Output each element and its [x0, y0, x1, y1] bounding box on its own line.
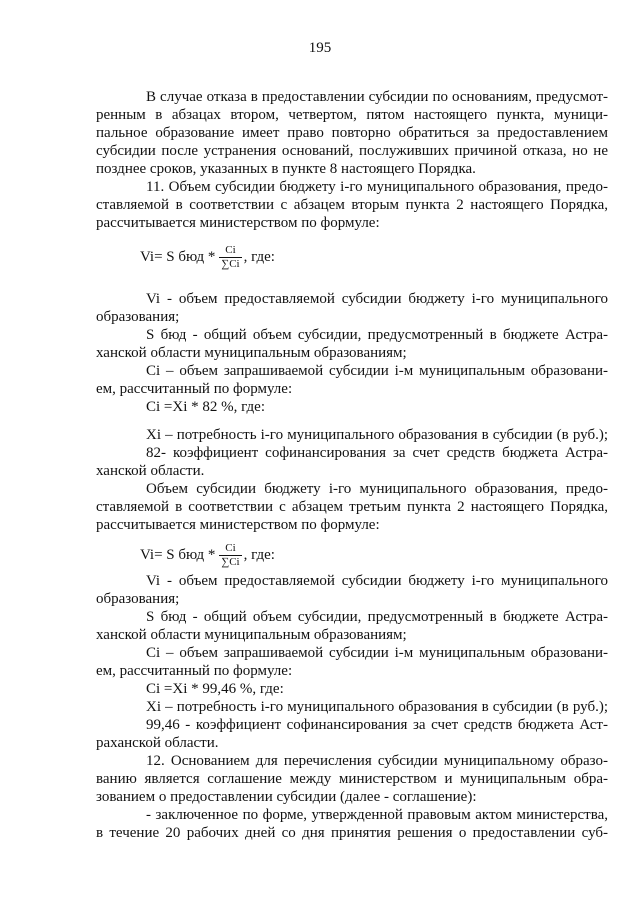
text-line: ханской области. [96, 463, 205, 479]
text-line: ханской области муниципальным образованиям; [96, 345, 407, 361]
formula-denominator: ∑Ci [221, 555, 240, 568]
text-line: Ci – объем запрашиваемой субсидии i-м муниципальным образовани- [146, 645, 608, 661]
formula-lhs: Vi= S бюд * [140, 248, 216, 265]
text-line: Ci – объем запрашиваемой субсидии i-м муниципальным образовани- [146, 363, 608, 379]
text-line: образования; [96, 591, 180, 607]
text-line: ставляемой в соответствии с абзацем третьим пункта 2 настоящего Порядка, [96, 499, 608, 515]
page-number: 195 [308, 40, 332, 56]
text-line: ставляемой в соответствии с абзацем вторым пункта 2 настоящего Порядка, [96, 197, 608, 213]
text-line: Vi - объем предоставляемой субсидии бюджету i-го муниципального [146, 291, 608, 307]
text-line: S бюд - общий объем субсидии, предусмотренный в бюджете Астра- [146, 327, 608, 343]
formula-lhs: Vi= S бюд * [140, 546, 216, 563]
text-line: Ci =Xi * 99,46 %, где: [146, 681, 284, 697]
formula-fraction [219, 543, 241, 568]
formula-denominator: ∑Ci [221, 257, 240, 270]
text-line: зованием о предоставлении субсидии (далее - соглашение): [96, 789, 477, 805]
formula-numerator: Ci [225, 243, 236, 256]
text-line: Vi - объем предоставляемой субсидии бюджету i-го муниципального [146, 573, 608, 589]
text-line: субсидии после устранения оснований, послуживших причиной отказа, но не [96, 143, 608, 159]
text-line: 99,46 - коэффициент софинансирования за счет средств бюджета Аст- [146, 717, 608, 733]
text-line: В случае отказа в предоставлении субсидии по основаниям, предусмот- [146, 89, 608, 105]
text-line: S бюд - общий объем субсидии, предусмотренный в бюджете Астра- [146, 609, 608, 625]
text-line: в течение 20 рабочих дней со дня принятия решения о предоставлении суб- [96, 825, 608, 841]
formula-numerator: Ci [225, 541, 236, 554]
text-line: рассчитывается министерством по формуле: [96, 215, 380, 231]
text-line: ренным в абзацах втором, четвертом, пятом настоящего пункта, муници- [96, 107, 608, 123]
text-line: ванию является соглашение между министерством и муниципальным обра- [96, 771, 608, 787]
text-line: 82- коэффициент софинансирования за счет средств бюджета Астра- [146, 445, 608, 461]
text-line: раханской области. [96, 735, 219, 751]
formula-fraction [219, 245, 241, 270]
text-line: 11. Объем субсидии бюджету i-го муниципального образования, предо- [146, 179, 608, 195]
text-line: 12. Основанием для перечисления субсидии муниципальному образо- [146, 753, 608, 769]
text-line: Xi – потребность i-го муниципального образования в субсидии (в руб.); [146, 427, 608, 443]
formula [140, 538, 275, 572]
text-line: образования; [96, 309, 180, 325]
text-line: - заключенное по форме, утвержденной правовым актом министерства, [146, 807, 608, 823]
text-line: ханской области муниципальным образованиям; [96, 627, 407, 643]
text-line: рассчитывается министерством по формуле: [96, 517, 380, 533]
text-line: Xi – потребность i-го муниципального образования в субсидии (в руб.); [146, 699, 608, 715]
text-line: ем, рассчитанный по формуле: [96, 381, 293, 397]
text-line: Ci =Xi * 82 %, где: [146, 399, 265, 415]
text-line: пальное образование имеет право повторно обратиться за предоставлением [96, 125, 608, 141]
formula-suffix: , где: [243, 546, 275, 563]
formula-suffix: , где: [243, 248, 275, 265]
text-line: позднее сроков, указанных в пункте 8 настоящего Порядка. [96, 161, 476, 177]
text-line: ем, рассчитанный по формуле: [96, 663, 293, 679]
text-line: Объем субсидии бюджету i-го муниципального образования, предо- [146, 481, 608, 497]
formula [140, 240, 275, 274]
